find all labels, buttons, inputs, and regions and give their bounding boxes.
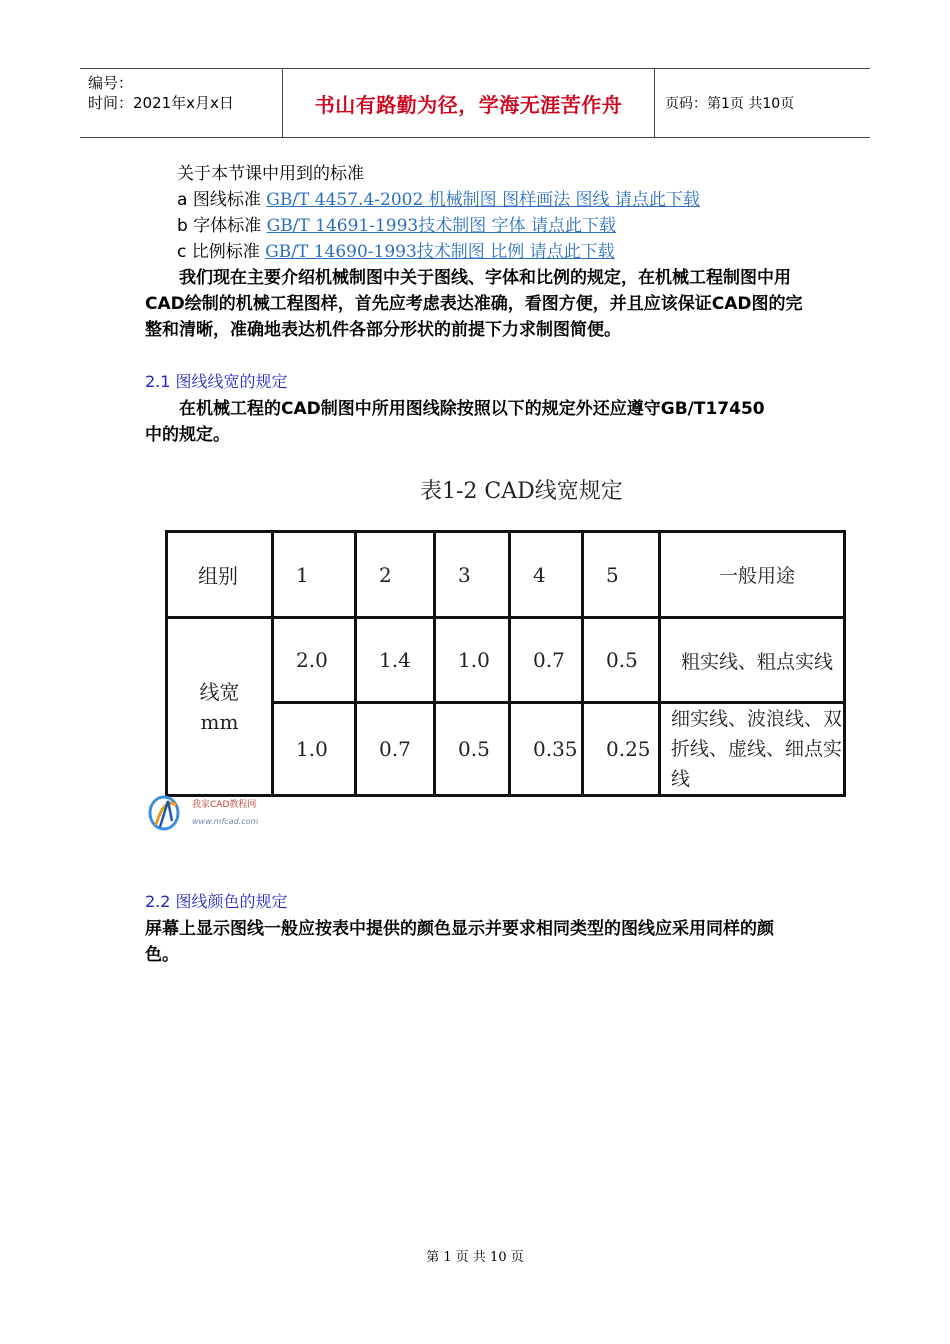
line-width-table	[165, 530, 846, 797]
row-label-unit: mm	[200, 709, 239, 734]
table-header-cell: 一般用途	[660, 532, 845, 618]
row-label-text: 线宽	[199, 679, 240, 704]
intro-text: 关于本节课中用到的标准	[177, 164, 364, 184]
table-row	[167, 618, 845, 703]
paragraph-line-width: 在机械工程的CAD制图中所用图线除按照以下的规定外还应遵守GB/T17450中的规定。	[145, 399, 765, 445]
header-motto: 书山有路勤为径，学海无涯苦作舟	[283, 69, 655, 137]
header-info	[80, 69, 283, 137]
standard-line-a	[177, 187, 700, 213]
standard-link-b[interactable]: GB/T 14691-1993技术制图 字体 请点此下载	[266, 216, 617, 236]
table-cell-use: 细实线、波浪线、双折线、虚线、细点实线	[660, 703, 845, 796]
logo-brand-text: 我家CAD教程网	[192, 800, 257, 810]
standard-prefix: a 图线标准	[177, 190, 267, 210]
table-header-cell: 5	[583, 532, 660, 618]
table-cell: 2.0	[273, 618, 356, 703]
standard-prefix: c 比例标准	[177, 242, 266, 262]
row-label-line-width	[167, 618, 273, 796]
header-page: 页码：第1页 共10页	[665, 96, 795, 112]
table-cell: 0.7	[510, 618, 583, 703]
table-cell: 0.5	[435, 703, 510, 796]
figure-title: 表1-2 CAD线宽规定	[420, 479, 623, 504]
standard-link-a[interactable]: GB/T 4457.4-2002 机械制图 图样画法 图线 请点此下载	[266, 190, 700, 210]
table-cell: 0.7	[356, 703, 435, 796]
table-header-cell: 2	[356, 532, 435, 618]
standard-line-c	[177, 239, 615, 265]
paragraph-line-color: 屏幕上显示图线一般应按表中提供的颜色显示并要求相同类型的图线应采用同样的颜色。	[145, 919, 774, 965]
table-header-row	[167, 532, 845, 618]
number-label: 编号：	[88, 74, 134, 92]
section-title-line-width: 2.1 图线线宽的规定	[145, 372, 288, 391]
page-header	[80, 68, 870, 138]
standard-link-c[interactable]: GB/T 14690-1993技术制图 比例 请点此下载	[265, 242, 615, 262]
standard-prefix: b 字体标准	[177, 216, 267, 236]
table-cell: 1.0	[273, 703, 356, 796]
table-cell: 0.35	[510, 703, 583, 796]
table-cell: 1.0	[435, 618, 510, 703]
standard-line-b	[177, 213, 616, 239]
table-header-cell: 4	[510, 532, 583, 618]
table-cell: 0.25	[583, 703, 660, 796]
time-label: 时间：2021年x月x日	[88, 94, 234, 112]
logo-icon	[146, 791, 266, 833]
paragraph-intro: 我们现在主要介绍机械制图中关于图线、字体和比例的规定，在机械工程制图中用CAD绘制的机械工程图样，首先应考虑表达准确，看图方便，并且应该保证CAD图的完整和清晰，准确地表达机件各部分形状的前提下力求制图简便。	[145, 268, 803, 340]
table-header-cell: 1	[273, 532, 356, 618]
table-header-cell: 3	[435, 532, 510, 618]
table-header-cell: 组别	[167, 532, 273, 618]
logo-url-text: www.mfcad.com	[192, 817, 259, 826]
page-footer: 第 1 页 共 10 页	[426, 1250, 524, 1265]
section-title-line-color: 2.2 图线颜色的规定	[145, 892, 288, 911]
table-cell-use: 粗实线、粗点实线	[660, 618, 845, 703]
watermark-logo	[146, 791, 266, 833]
table-cell: 1.4	[356, 618, 435, 703]
table-cell: 0.5	[583, 618, 660, 703]
